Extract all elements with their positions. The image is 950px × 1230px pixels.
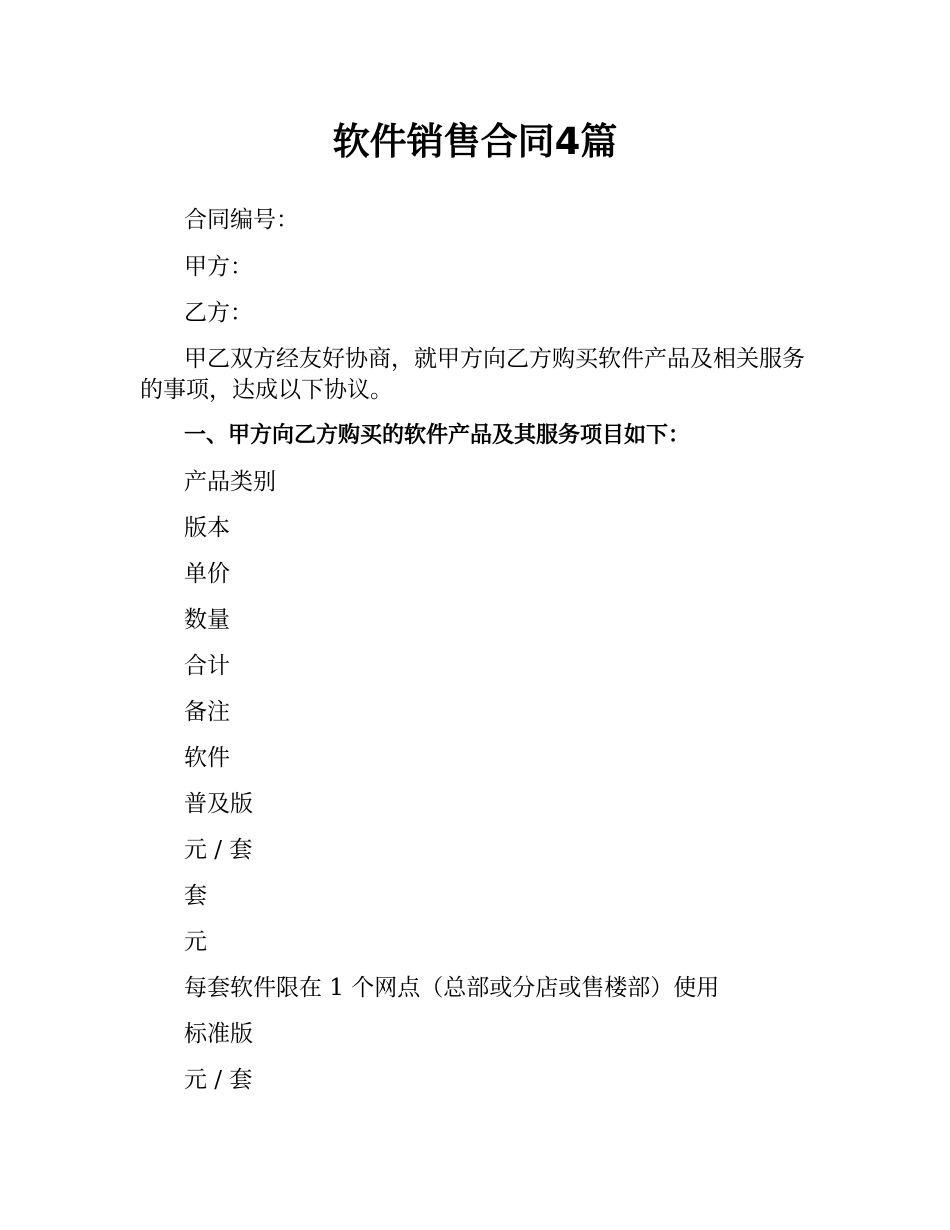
list-item: 版本 xyxy=(184,515,230,541)
list-item: 元 / 套 xyxy=(184,1067,253,1093)
list-item: 每套软件限在 1 个网点（总部或分店或售楼部）使用 xyxy=(184,975,720,1001)
list-item: 软件 xyxy=(184,745,230,771)
list-item: 数量 xyxy=(184,607,230,633)
section-1-heading: 一、甲方向乙方购买的软件产品及其服务项目如下： xyxy=(184,423,691,448)
intro-paragraph: 甲乙双方经友好协商，就甲方向乙方购买软件产品及相关服务的事项，达成以下协议。 xyxy=(140,346,805,403)
document-title: 软件销售合同4篇 xyxy=(332,120,618,163)
list-item: 元 / 套 xyxy=(184,837,253,863)
list-item: 产品类别 xyxy=(184,469,276,495)
list-item: 合计 xyxy=(184,653,230,679)
list-item: 普及版 xyxy=(184,791,253,817)
list-item: 单价 xyxy=(184,561,230,587)
contract-number-label: 合同编号： xyxy=(184,207,299,233)
list-item: 标准版 xyxy=(184,1021,253,1047)
list-item: 套 xyxy=(184,883,207,909)
list-item: 备注 xyxy=(184,699,230,725)
party-a-label: 甲方： xyxy=(184,254,253,280)
party-b-label: 乙方： xyxy=(184,300,253,326)
list-item: 元 xyxy=(184,929,207,955)
